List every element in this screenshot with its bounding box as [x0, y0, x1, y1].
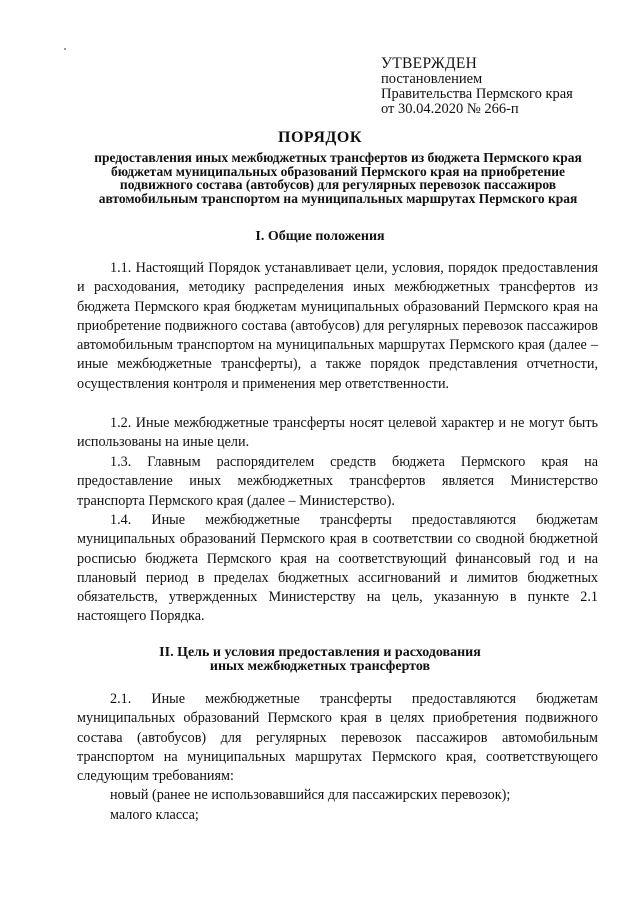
document-title: ПОРЯДОК — [278, 129, 362, 146]
section-2-heading-line-2: иных межбюджетных трансфертов — [209, 658, 431, 674]
paragraph-1-3: 1.3. Главным распорядителем средств бюджета Пермского края на предоставление иных межбюджетных трансфертов является Министерство транспорта Пермского края (далее – Министерство). — [77, 454, 598, 509]
scan-speck — [64, 48, 66, 50]
paragraph-2-1: 2.1. Иные межбюджетные трансферты предоставляются бюджетам муниципальных образований Пермского края в целях приобретения подвижного состава (автобусов) для регулярных перевозок пассажиров автомобильным транспортом на муниципальных маршрутах Пермского края, соответствующего следующим требованиям: — [77, 691, 598, 785]
approval-line-date-number: от 30.04.2020 № 266-п — [381, 101, 519, 117]
requirement-new: новый (ранее не использовавшийся для пассажирских перевозок); — [110, 787, 511, 803]
requirement-small-class: малого класса; — [110, 807, 199, 823]
approval-line-resolution: постановлением — [381, 71, 483, 87]
section-1-heading: I. Общие положения — [255, 229, 385, 244]
approval-line-government: Правительства Пермского края — [381, 86, 573, 102]
paragraph-1-2: 1.2. Иные межбюджетные трансферты носят целевой характер и не могут быть использованы на иные цели. — [77, 415, 598, 451]
section-2-heading-line-1: II. Цель и условия предоставления и расходования — [159, 645, 481, 660]
approval-title: УТВЕРЖДЕН — [381, 55, 478, 72]
approval-stamp — [381, 56, 573, 117]
document-subtitle: предоставления иных межбюджетных трансфертов из бюджета Пермского края бюджетам муниципальных образований Пермского края на приобретение подвижного состава (автобусов) для регулярных перевозок пассажиров автомобильным транспортом на муниципальных маршрутах Пермского края — [94, 150, 582, 206]
section-2-heading — [0, 646, 640, 673]
paragraph-1-4: 1.4. Иные межбюджетные трансферты предоставляются бюджетам муниципальных образований Пермского края в соответствии со сводной бюджетной росписью бюджета Пермского края на соответствующий финансовый год и на плановый период в пределах бюджетных ассигнований и лимитов бюджетных обязательств, утвержденных Министерству на цель, указанную в пункте 2.1 настоящего Порядка. — [77, 512, 598, 625]
paragraph-1-1: 1.1. Настоящий Порядок устанавливает цели, условия, порядок предоставления и расходования, методику распределения иных межбюджетных трансфертов из бюджета Пермского края бюджетам муниципальных образований Пермского края на приобретение подвижного состава (автобусов) для регулярных перевозок пассажиров автомобильным транспортом на муниципальных маршрутах Пермского края (далее – иные межбюджетные трансферты), а также порядок представления отчетности, осуществления контроля и применения мер ответственности. — [77, 260, 598, 392]
